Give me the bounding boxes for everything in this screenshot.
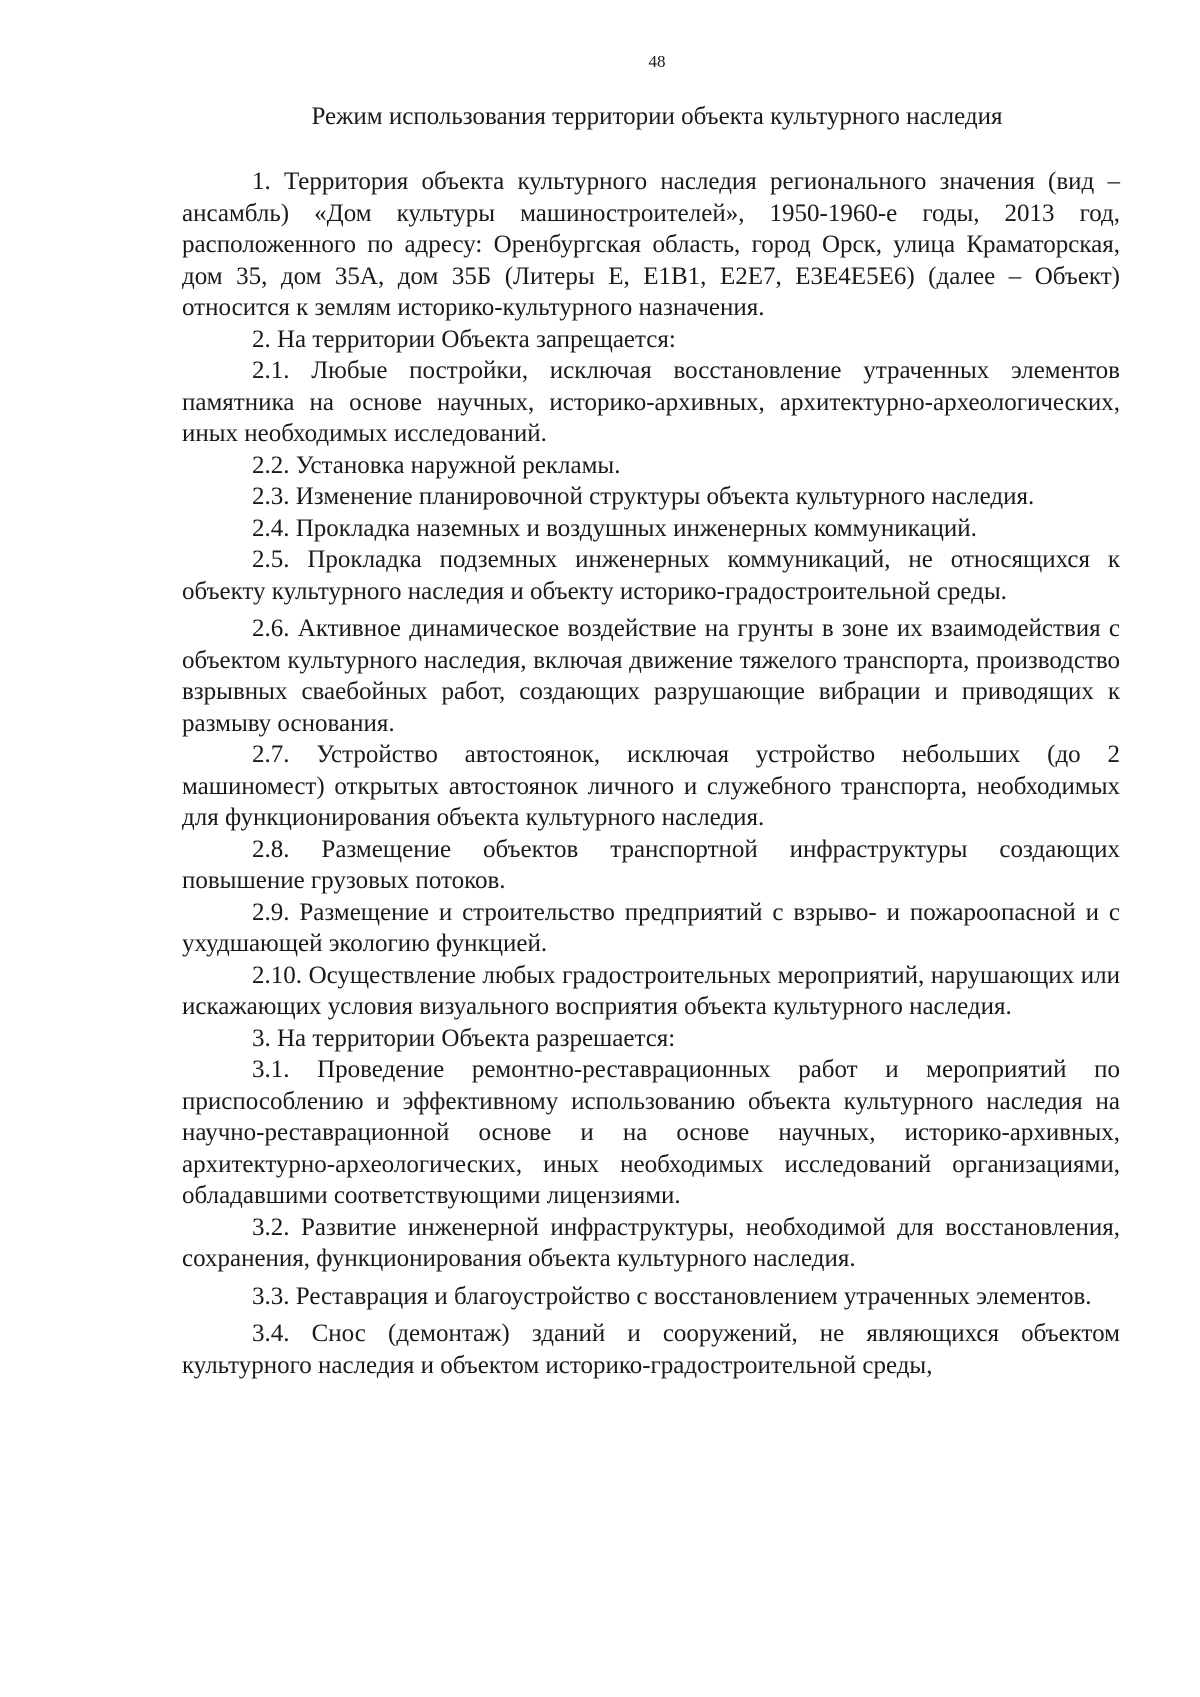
page-title: Режим использования территории объекта культурного наследия bbox=[311, 103, 1003, 130]
paragraph-2-8: 2.8. Размещение объектов транспортной инфраструктуры создающих повышение грузовых потоков. bbox=[182, 835, 1120, 894]
paragraph-3: 3. На территории Объекта разрешается: bbox=[252, 1024, 676, 1052]
page-number: 48 bbox=[648, 52, 666, 71]
paragraph-2-3: 2.3. Изменение планировочной структуры объекта культурного наследия. bbox=[252, 483, 1035, 510]
paragraph-2: 2. На территории Объекта запрещается: bbox=[252, 325, 676, 353]
paragraph-3-2: 3.2. Развитие инженерной инфраструктуры, необходимой для восстановления, сохранения, функционирования объекта культурного наследия. bbox=[182, 1213, 1120, 1272]
paragraph-2-2: 2.2. Установка наружной рекламы. bbox=[252, 451, 621, 479]
paragraph-1: 1. Территория объекта культурного наследия регионального значения (вид – ансамбль) «Дом культуры машиностроителей», 1950-1960-е годы, 2013 год, расположенного по адресу: Оренбургская область, город Орск, улица Краматорская, дом 35, дом 35А, дом 35Б (Литеры Е, Е1В1, Е2Е7, Е3Е4Е5Е6) (далее – Объект) относится к землям историко-культурного назначения. bbox=[182, 168, 1120, 321]
paragraph-2-5: 2.5. Прокладка подземных инженерных коммуникаций, не относящихся к объекту культурного наследия и объекту историко-градостроительной среды. bbox=[182, 546, 1120, 605]
paragraph-3-1: 3.1. Проведение ремонтно-реставрационных работ и мероприятий по приспособлению и эффективному использованию объекта культурного наследия на научно-реставрационной основе и на основе научных, историко-архивных, архитектурно-археологических, иных необходимых исследований организациями, обладавшими соответствующими лицензиями. bbox=[182, 1056, 1120, 1209]
paragraph-3-4: 3.4. Снос (демонтаж) зданий и сооружений, не являющихся объектом культурного наследия и объектом историко-градостроительной среды, bbox=[182, 1320, 1120, 1379]
document-body bbox=[182, 166, 1120, 1381]
paragraph-2-4: 2.4. Прокладка наземных и воздушных инженерных коммуникаций. bbox=[252, 514, 977, 542]
paragraph-2-6: 2.6. Активное динамическое воздействие на грунты в зоне их взаимодействия с объектом культурного наследия, включая движение тяжелого транспорта, производство взрывных сваебойных работ, создающих разрушающие вибрации и приводящих к размыву основания. bbox=[182, 615, 1120, 737]
paragraph-2-7: 2.7. Устройство автостоянок, исключая устройство небольших (до 2 машиномест) открытых автостоянок личного и служебного транспорта, необходимых для функционирования объекта культурного наследия. bbox=[182, 741, 1120, 831]
paragraph-2-10: 2.10. Осуществление любых градостроительных мероприятий, нарушающих или искажающих условия визуального восприятия объекта культурного наследия. bbox=[182, 961, 1120, 1020]
paragraph-2-9: 2.9. Размещение и строительство предприятий с взрыво- и пожароопасной и с ухудшающей экологию функцией. bbox=[182, 898, 1120, 957]
paragraph-3-3: 3.3. Реставрация и благоустройство с восстановлением утраченных элементов. bbox=[252, 1282, 1092, 1310]
paragraph-2-1: 2.1. Любые постройки, исключая восстановление утраченных элементов памятника на основе научных, историко-архивных, архитектурно-археологических, иных необходимых исследований. bbox=[182, 357, 1120, 447]
